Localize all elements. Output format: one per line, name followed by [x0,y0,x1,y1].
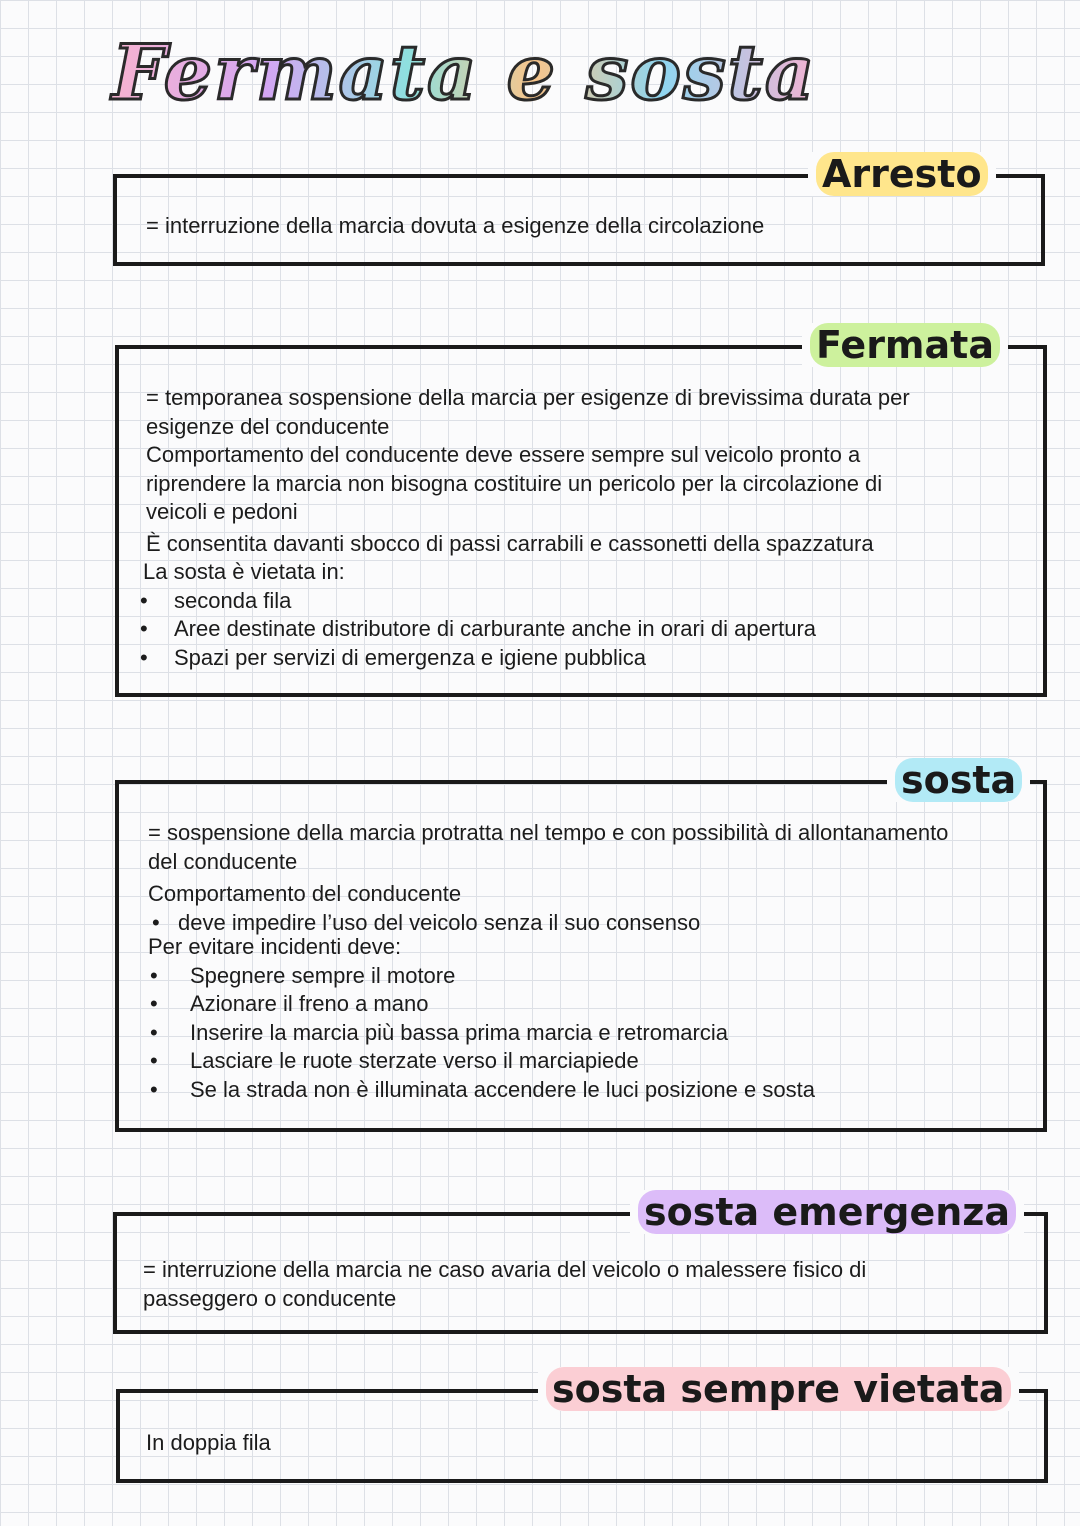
arresto-label [808,152,996,196]
fermata-heading: Fermata [810,323,1000,367]
sosta-label [887,758,1030,802]
fermata-behavior-line: riprendere la marcia non bisogna costituire un pericolo per la circolazione di [146,470,883,496]
sosta-sempre-vietata-heading: sosta sempre vietata [546,1367,1011,1411]
sosta-emergenza-heading: sosta emergenza [638,1190,1016,1234]
sosta-emergenza-definition-line: passeggero o conducente [143,1285,397,1311]
bullet-icon: • [150,991,158,1016]
arresto-content [146,212,764,241]
list-item-text: Azionare il freno a mano [190,991,429,1016]
sosta-sempre-vietata-label [538,1367,1019,1411]
bullet-icon: • [140,644,148,670]
sosta-emergenza-definition-line: = interruzione della marcia ne caso avaria del veicolo o malessere fisico di [143,1257,867,1282]
list-item-text: Se la strada non è illuminata accendere le luci posizione e sosta [190,1076,815,1102]
list-item [140,615,1026,644]
fermata-behavior-line: veicoli e pedoni [146,499,298,524]
fermata-definition-line: = temporanea sospensione della marcia per esigenze di brevissima durata per [146,385,910,410]
fermata-forbidden-list [140,587,1026,673]
list-item [148,1076,1028,1105]
sosta-definition-line: = sospensione della marcia protratta nel tempo e con possibilità di allontanamento [148,820,949,845]
sosta-heading: sosta [895,758,1022,802]
sosta-sempre-vietata-content [146,1429,271,1458]
list-item-text: Spegnere sempre il motore [190,962,456,988]
sosta-emergenza-label [630,1190,1024,1234]
list-item [148,909,1028,938]
list-item-text: seconda fila [174,587,292,613]
sosta-behavior: Comportamento del conducente [148,881,462,906]
bullet-icon: • [152,909,160,935]
list-item-text: Aree destinate distributore di carburante anche in orari di apertura [174,616,817,641]
fermata-label [802,323,1008,367]
bullet-icon: • [150,1019,158,1045]
list-item [148,962,1028,991]
sosta-behavior-list [148,909,1028,938]
sosta-content [148,819,1028,1104]
sosta-emergenza-content [143,1256,1023,1313]
list-item [140,644,1026,673]
list-item [148,990,1028,1019]
page-title: Fermata e sosta [112,28,817,117]
arresto-definition: = interruzione della marcia dovuta a esigenze della circolazione [146,213,765,238]
arresto-heading: Arresto [816,152,988,196]
sosta-definition-line: del conducente [148,848,298,874]
sosta-sempre-vietata-text: In doppia fila [146,1430,271,1455]
bullet-icon: • [140,587,148,613]
fermata-definition-line: esigenze del conducente [146,413,390,439]
fermata-forbidden-intro: La sosta è vietata in: [143,559,345,584]
sosta-prevent-list [148,962,1028,1105]
list-item-text: Spazi per servizi di emergenza e igiene pubblica [174,644,647,670]
fermata-behavior-line: Comportamento del conducente deve essere sempre sul veicolo pronto a [146,442,861,467]
list-item-text: Inserire la marcia più bassa prima marcia e retromarcia [190,1019,728,1045]
fermata-content [140,384,1026,672]
list-item-text: Lasciare le ruote sterzate verso il marciapiede [190,1048,639,1073]
sosta-prevent-intro: Per evitare incidenti deve: [148,934,402,959]
list-item-text: deve impedire l’uso del veicolo senza il suo consenso [178,909,701,935]
bullet-icon: • [150,1076,158,1102]
fermata-allowed: È consentita davanti sbocco di passi carrabili e cassonetti della spazzatura [146,530,874,556]
bullet-icon: • [150,962,158,988]
list-item [140,587,1026,616]
bullet-icon: • [150,1048,158,1073]
list-item [148,1047,1028,1076]
bullet-icon: • [140,616,148,641]
list-item [148,1019,1028,1048]
